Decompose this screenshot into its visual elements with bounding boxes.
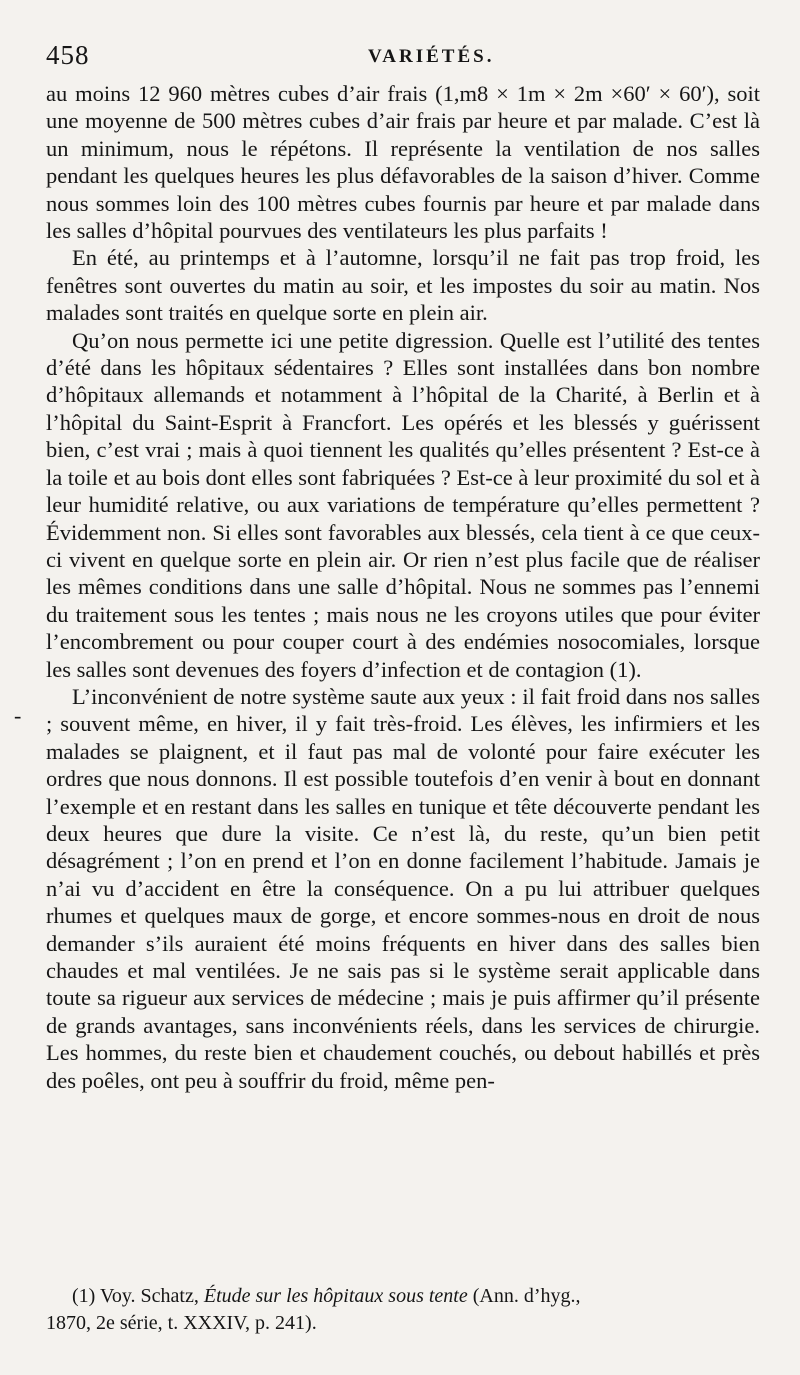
footnote-journal: (Ann. d’hyg., xyxy=(472,1285,581,1307)
paragraph: En été, au printemps et à l’automne, lorsqu’il ne fait pas trop froid, les fenêtres sont ouvertes du matin au soir, et les impostes du soir au matin. Nos malades sont traités en quelque sorte en plein air. xyxy=(46,245,760,326)
page-number: 458 xyxy=(46,40,90,70)
paragraph: L’inconvénient de notre système saute aux yeux : il fait froid dans nos salles ; souvent même, en hiver, il y fait très-froid. Les élèves, les infirmiers et les malades se plaignent, et il faut pas mal de volonté pour faire exécuter les ordres que nous donnons. Il est possible toutefois d’en venir à bout en donnant l’exemple et en restant dans les salles en tunique et tête découverte pendant les deux heures que dure la visite. Ce n’est là, du reste, qu’un bien petit désagrément ; l’on en prend et l’on en donne facilement l’habitude. Jamais je n’ai vu d’accident en être la conséquence. On a pu lui attribuer quelques rhumes et quelques maux de gorge, et encore sommes-nous en droit de nous demander s’ils auraient été moins fréquents en hiver dans des salles bien chaudes et mal ventilées. Je ne sais pas si le système serait applicable dans toute sa rigueur aux services de médecine ; mais je puis affirmer qu’il présente de grands avantages, sans inconvénients réels, dans les services de chirurgie. Les hommes, du reste bien et chaudement couchés, ou debout habillés et près des poêles, ont peu à souffrir du froid, même pen- xyxy=(46,683,760,1093)
footnote xyxy=(46,1283,760,1337)
paragraph: au moins 12 960 mètres cubes d’air frais (1,m8 × 1m × 2m ×60′ × 60′), soit une moyenne de 500 mètres cubes d’air frais par heure et par malade. C’est là un minimum, nous le répétons. Il représente la ventilation de nos salles pendant les quelques heures les plus défavorables de la saison d’hiver. Comme nous sommes loin des 100 mètres cubes fournis par heure et par malade dans les salles d’hôpital pourvues des ventilateurs les plus parfaits ! xyxy=(46,81,760,244)
footnote-author: Voy. Schatz, xyxy=(99,1285,199,1307)
footnote-title: Étude sur les hôpitaux sous tente xyxy=(203,1285,468,1307)
footnote-line xyxy=(46,1283,760,1310)
running-head: VARIÉTÉS. xyxy=(368,46,495,67)
paragraph: Qu’on nous permette ici une petite digression. Quelle est l’utilité des tentes d’été dans les hôpitaux sédentaires ? Elles sont installées dans bon nombre d’hôpitaux allemands et notamment à l’hôpital de la Charité, à Berlin et à l’hôpital du Saint-Esprit à Francfort. Les opérés et les blessés y guérissent bien, c’est vrai ; mais à quoi tiennent les qualités qu’elles présentent ? Est-ce à la toile et au bois dont elles sont fabriquées ? Est-ce à leur proximité du sol et à leur humidité relative, ou aux variations de température qu’elles permettent ? Évidemment non. Si elles sont favorables aux blessés, cela tient à ce que ceux-ci vivent en quelque sorte en plein air. Or rien n’est plus facile que de réaliser les mêmes conditions dans une salle d’hôpital. Nous ne sommes pas l’ennemi du traitement sous les tentes ; mais nous ne les croyons utiles que pour éviter l’encombrement ou pour couper court à des endémies nosocomiales, lorsque les salles sont devenues des foyers d’infection et de contagion (1). xyxy=(46,327,760,682)
footnote-marker: (1) xyxy=(72,1285,96,1307)
footnote-citation: 1870, 2e série, t. XXXIV, p. 241). xyxy=(46,1312,317,1334)
margin-mark: - xyxy=(14,703,22,728)
body-text xyxy=(46,80,760,1094)
page-header xyxy=(46,36,760,80)
